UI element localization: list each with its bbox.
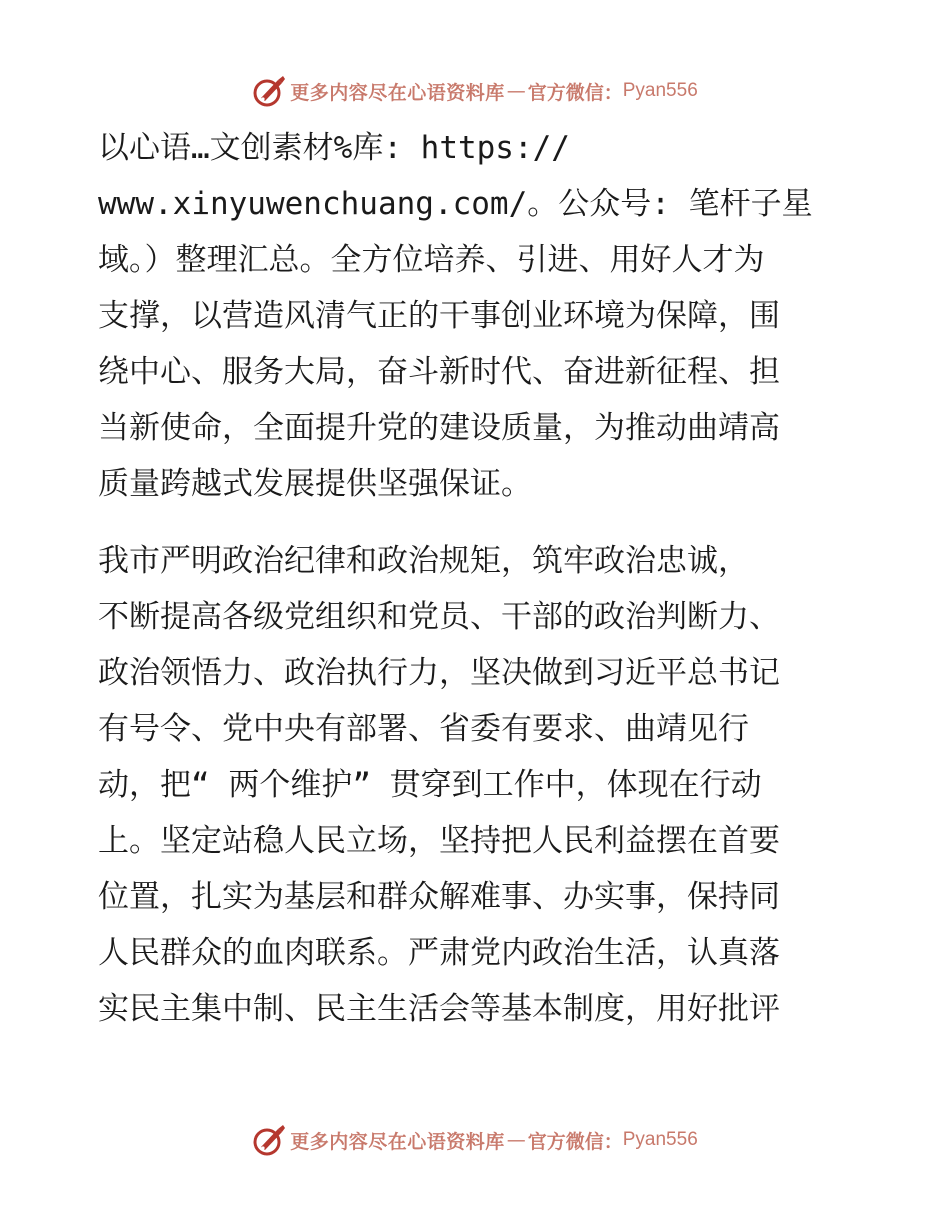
paragraph-1 [98, 120, 858, 512]
header-separator: — [506, 80, 526, 102]
text-line: 质量跨越式发展提供坚强保证。 [98, 466, 532, 502]
text-line: 位置，扎实为基层和群众解难事、办实事，保持同 [98, 879, 780, 915]
text-line: 绕中心、服务大局，奋斗新时代、奋进新征程、担 [98, 354, 780, 390]
footer-wechat-id: Pyan556 [622, 1129, 698, 1150]
text-line: 实民主集中制、民主生活会等基本制度，用好批评 [98, 991, 780, 1027]
footer-wechat-label: 官方微信： [527, 1130, 623, 1153]
paragraph-2 [98, 533, 858, 1037]
footer-promo-text: 更多内容尽在心语资料库 [290, 1130, 505, 1153]
header-wechat-label: 官方微信： [527, 81, 623, 104]
footer-separator: — [506, 1129, 526, 1151]
text-line: 有号令、党中央有部署、省委有要求、曲靖见行 [98, 711, 749, 747]
text-line: 域。）整理汇总。全方位培养、引进、用好人才为 [98, 242, 765, 278]
text-line: 以心语…文创素材%库: https:// [98, 130, 570, 166]
text-line: www.xinyuwenchuang.com/。公众号: 笔杆子星 [98, 186, 813, 222]
text-line: 政治领悟力、政治执行力，坚决做到习近平总书记 [98, 655, 780, 691]
pen-logo-icon [252, 74, 286, 108]
header-watermark-banner [0, 71, 950, 111]
paragraph-gap [98, 512, 858, 533]
text-line: 支撑，以营造风清气正的干事创业环境为保障，围 [98, 298, 780, 334]
text-line: 人民群众的血肉联系。严肃党内政治生活，认真落 [98, 935, 780, 971]
text-line: 动，把“ 两个维护” 贯穿到工作中，体现在行动 [98, 767, 762, 803]
text-line: 我市严明政治纪律和政治规矩，筑牢政治忠诚， [98, 543, 749, 579]
text-line: 不断提高各级党组织和党员、干部的政治判断力、 [98, 599, 780, 635]
pen-logo-icon [252, 1123, 286, 1157]
text-line: 当新使命，全面提升党的建设质量，为推动曲靖高 [98, 410, 780, 446]
header-promo-text: 更多内容尽在心语资料库 [290, 81, 505, 104]
text-line: 上。坚定站稳人民立场，坚持把人民利益摆在首要 [98, 823, 780, 859]
footer-watermark-banner [0, 1120, 950, 1160]
document-body [98, 120, 858, 1037]
header-wechat-id: Pyan556 [622, 80, 698, 101]
